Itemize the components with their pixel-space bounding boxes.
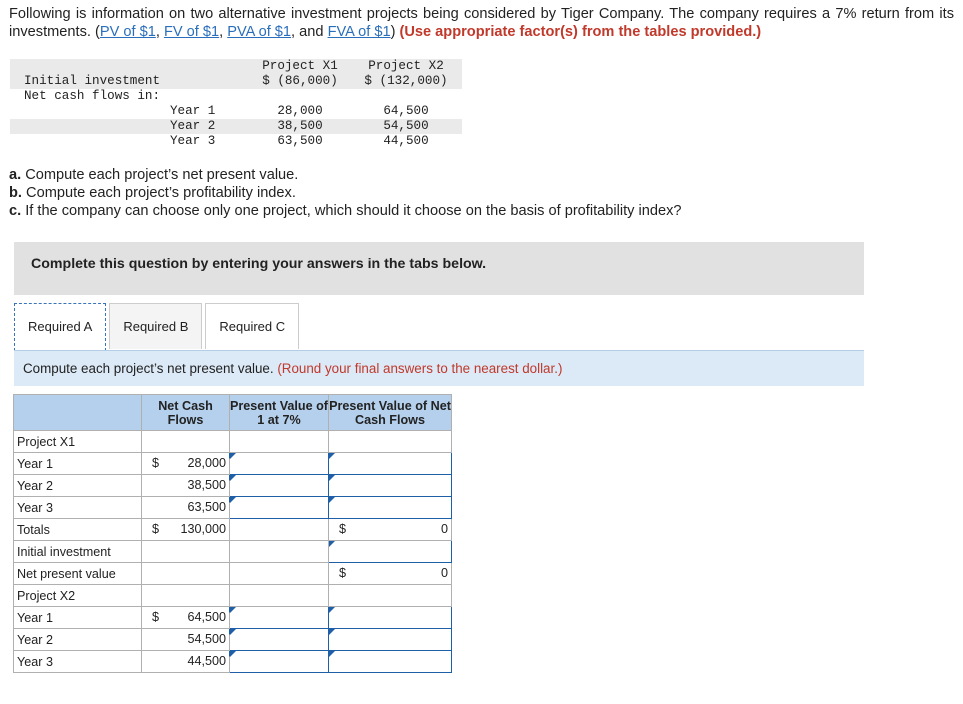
pv-of-1-link[interactable]: PV of $1 [99,24,156,40]
x2-cash-flow: 64,500 [383,104,429,118]
intro-text: Following is information on two alternative investment projects being considered by Tiger Company. The company requires a 7% return from its investments. ( [9,6,954,40]
given-header-blank [10,59,250,74]
instruction-text: Compute each project’s net present value. [23,361,278,376]
x1-cash-flow: 38,500 [277,119,323,133]
pv-factor-input[interactable] [230,475,329,497]
cash-flow-value [142,651,229,672]
cash-flow-value [142,629,229,650]
pv-cash-cell [329,431,452,453]
cash-flow-value [142,453,229,474]
npv-worksheet [13,394,452,673]
cash-flow-cell [142,585,230,607]
pv-factor-input[interactable] [230,651,329,673]
table-row [14,651,452,673]
amount: 54,500 [187,632,226,646]
table-row [14,453,452,475]
pv-factor-cell [230,519,329,541]
question-letter: c. [9,203,22,219]
row-label: Project X2 [14,585,142,607]
cash-flow-value [142,475,229,496]
row-label: Initial investment [14,541,142,563]
pv-factor-input[interactable] [230,497,329,519]
intro-separator: , [155,24,164,40]
amount: 44,500 [187,654,226,668]
pv-factor-cell [230,585,329,607]
table-row [14,585,452,607]
answer-tabs [14,303,302,351]
x1-cash-flow: 28,000 [277,104,323,118]
row-label: Year 2 [14,629,142,651]
given-blank [350,89,462,104]
pv-cash-cell [329,585,452,607]
amount: 0 [440,566,448,580]
given-year-row [10,104,462,119]
question-c [9,202,682,220]
row-label: Year 3 [14,651,142,673]
instructions-banner: Complete this question by entering your answers in the tabs below. [14,242,864,295]
initial-investment-input[interactable] [329,541,452,563]
pva-of-1-link[interactable]: PVA of $1 [227,24,292,40]
row-label: Totals [14,519,142,541]
currency-symbol: $ [152,456,160,470]
pv-factor-input[interactable] [230,607,329,629]
tab-instruction [14,350,864,386]
pv-factor-input[interactable] [230,453,329,475]
cash-flow-cell [142,563,230,585]
project-x1-header: Project X1 [262,59,338,73]
pv-factor-input[interactable] [230,629,329,651]
question-a [9,166,682,184]
x2-initial-investment: $ (132,000) [364,74,448,88]
question-letter: b. [9,185,22,201]
question-text: If the company can choose only one project, which should it choose on the basis of profitability index? [21,203,682,219]
pv-factor-cell [230,563,329,585]
cash-flow-cell [142,607,230,629]
table-row [14,431,452,453]
npv-value [329,563,451,584]
currency-symbol: $ [339,522,347,536]
pv-factor-header: Present Value of 1 at 7% [230,395,329,431]
pv-cash-input[interactable] [329,629,452,651]
x2-cash-flow: 54,500 [383,119,429,133]
net-cash-flows-header: Net Cash Flows [142,395,230,431]
pv-cash-flows-header: Present Value of Net Cash Flows [329,395,452,431]
given-year-row [10,134,462,149]
pv-factor-cell [230,541,329,563]
amount: 38,500 [187,478,226,492]
cash-flow-cell [142,629,230,651]
given-blank [250,89,350,104]
net-cash-flows-row [10,89,462,104]
table-row [14,497,452,519]
year-label: Year 2 [170,119,216,133]
pv-factor-cell [230,431,329,453]
tab-required-c[interactable]: Required C [205,303,299,349]
table-row [14,519,452,541]
intro-separator: , [219,24,228,40]
row-label: Year 1 [14,453,142,475]
problem-intro [9,5,954,41]
question-text: Compute each project’s profitability index. [21,185,296,201]
pv-cash-input[interactable] [329,651,452,673]
cash-flow-cell [142,651,230,673]
given-data-table [10,59,462,149]
amount: 64,500 [187,610,226,624]
npv-cell [329,563,452,585]
question-letter: a. [9,167,22,183]
amount: 130,000 [180,522,226,536]
cash-flow-value [142,607,229,628]
initial-investment-row [10,74,462,89]
factor-tables-note: (Use appropriate factor(s) from the tables provided.) [399,24,762,40]
x1-cash-flow: 63,500 [277,134,323,148]
table-row [14,475,452,497]
x1-initial-investment: $ (86,000) [262,74,338,88]
cash-flow-cell [142,497,230,519]
cash-flow-value [142,497,229,518]
row-label: Year 3 [14,497,142,519]
fv-of-1-link[interactable]: FV of $1 [163,24,220,40]
amount: 63,500 [187,500,226,514]
x2-cash-flow: 44,500 [383,134,429,148]
intro-text-end: ) [390,24,400,40]
row-label: Year 2 [14,475,142,497]
pv-cash-input[interactable] [329,607,452,629]
row-label: Project X1 [14,431,142,453]
table-row [14,563,452,585]
fva-of-1-link[interactable]: FVA of $1 [327,24,391,40]
currency-symbol: $ [152,522,160,536]
year-label: Year 1 [170,104,216,118]
table-row [14,629,452,651]
worksheet-header-row [14,395,452,431]
currency-symbol: $ [339,566,347,580]
cash-flow-value [142,519,229,540]
table-row [14,541,452,563]
amount: 0 [440,522,448,536]
pv-cash-input[interactable] [329,475,452,497]
given-header-row [10,59,462,74]
pv-total-cell [329,519,452,541]
cash-flow-cell [142,475,230,497]
row-label: Year 1 [14,607,142,629]
cash-flow-cell [142,431,230,453]
question-list [9,166,682,220]
question-text: Compute each project’s net present value. [21,167,299,183]
given-year-row [10,119,462,134]
project-x2-header: Project X2 [368,59,444,73]
intro-separator: , and [291,24,328,40]
cash-flow-cell [142,453,230,475]
table-row [14,607,452,629]
rounding-note: (Round your final answers to the nearest dollar.) [277,361,563,376]
tab-required-a[interactable]: Required A [14,303,106,351]
cash-flow-cell [142,519,230,541]
net-cash-flows-label: Net cash flows in: [24,89,161,103]
pv-total-value [329,519,451,540]
pv-cash-input[interactable] [329,497,452,519]
tab-required-b[interactable]: Required B [109,303,202,349]
pv-cash-input[interactable] [329,453,452,475]
question-b [9,184,682,202]
row-label: Net present value [14,563,142,585]
year-label: Year 3 [170,134,216,148]
header-blank [14,395,142,431]
initial-investment-label: Initial investment [24,74,161,88]
cash-flow-cell [142,541,230,563]
currency-symbol: $ [152,610,160,624]
amount: 28,000 [187,456,226,470]
